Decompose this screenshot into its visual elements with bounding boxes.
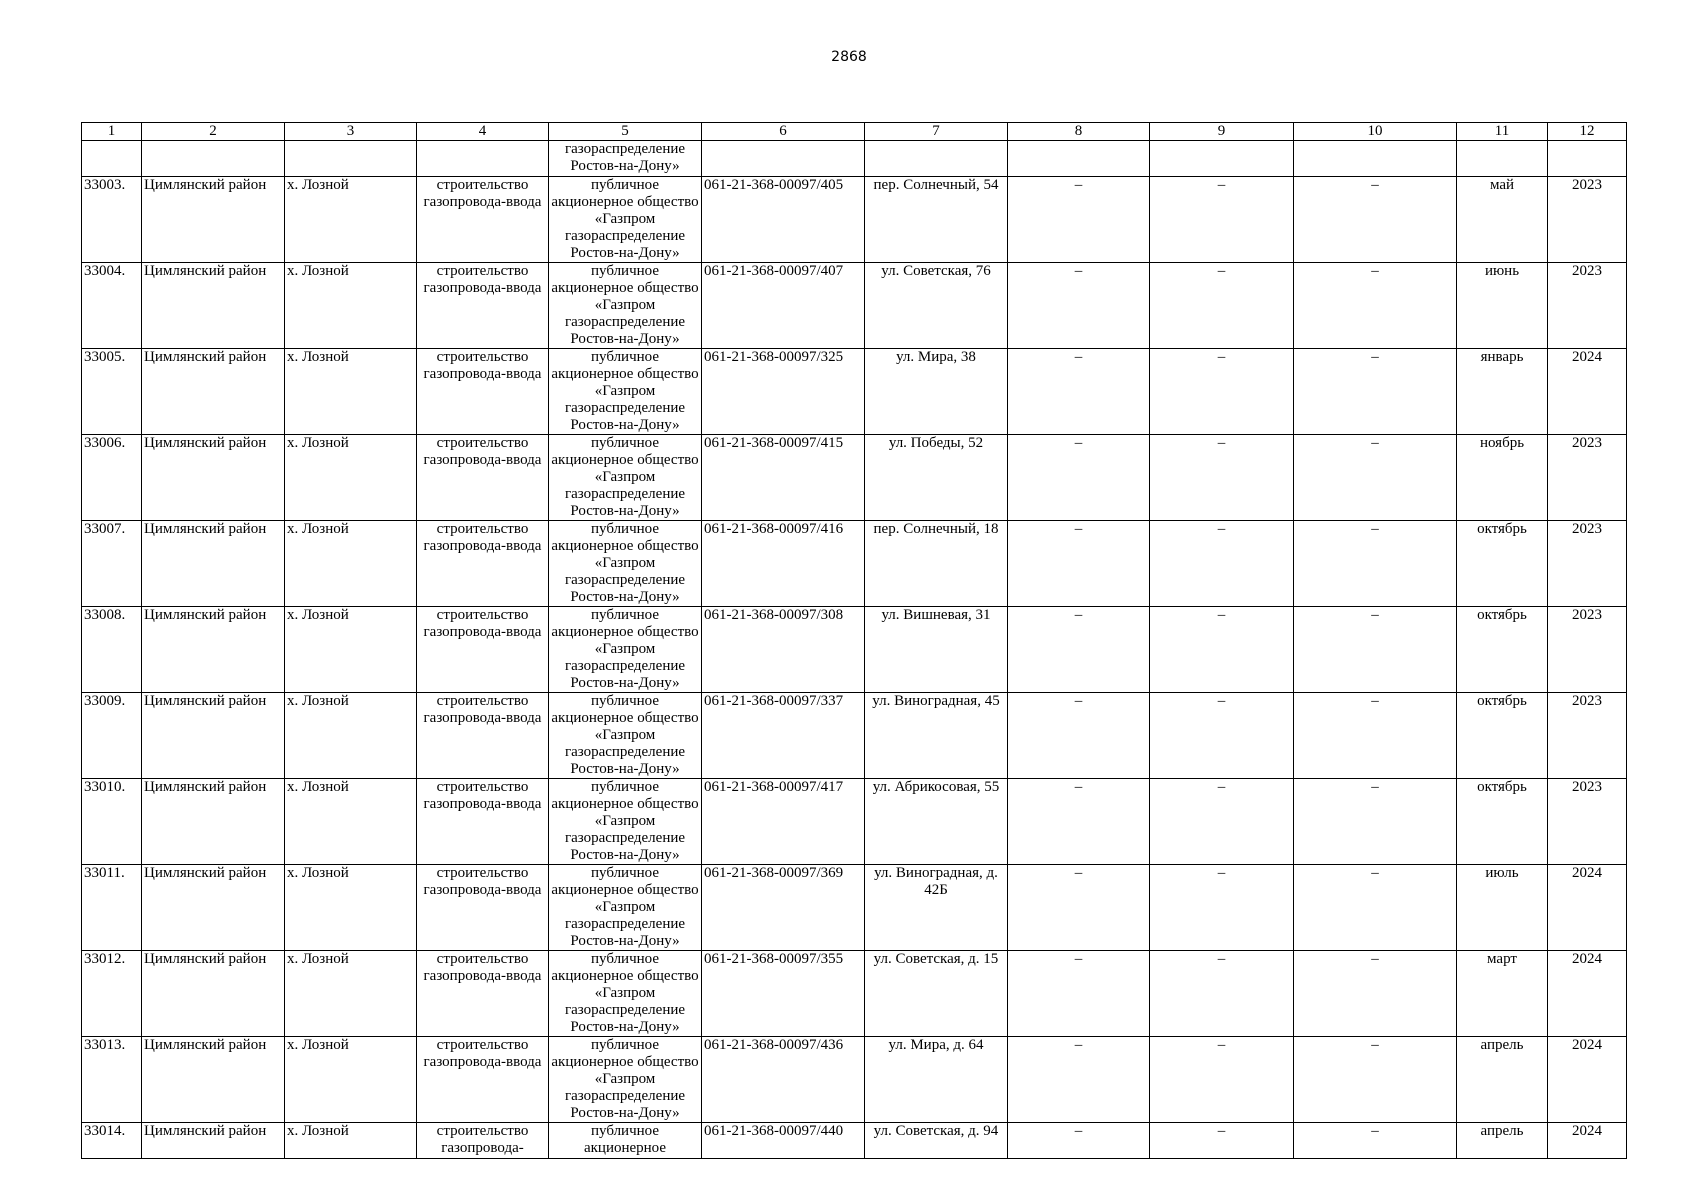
column-number-row — [82, 123, 1627, 141]
table-cell-work: строительство газопровода-ввода — [417, 349, 549, 435]
table-cell-district: Цимлянский район — [142, 349, 285, 435]
table-cell-year: 2023 — [1548, 521, 1627, 607]
column-header: 1 — [82, 123, 142, 141]
table-cell-org: публичное акционерное общество «Газпром газораспределение Ростов-на-Дону» — [549, 693, 702, 779]
table-cell-col10: – — [1294, 1037, 1457, 1123]
table-cell-col10: – — [1294, 1123, 1457, 1159]
column-header: 9 — [1150, 123, 1294, 141]
registry-table — [81, 122, 1627, 1159]
column-header: 7 — [865, 123, 1008, 141]
table-cell-number: 33007. — [82, 521, 142, 607]
table-cell-address: ул. Виноградная, д. 42Б — [865, 865, 1008, 951]
table-cell-org: публичное акционерное общество «Газпром газораспределение Ростов-на-Дону» — [549, 1037, 702, 1123]
table-cell-address: пер. Солнечный, 18 — [865, 521, 1008, 607]
table-cell-work: строительство газопровода-ввода — [417, 263, 549, 349]
table-cell-address: ул. Абрикосовая, 55 — [865, 779, 1008, 865]
table-cell — [1457, 141, 1548, 177]
table-cell-col9: – — [1150, 1037, 1294, 1123]
table-row — [82, 693, 1627, 779]
table-cell-locality: х. Лозной — [285, 693, 417, 779]
table-cell-district: Цимлянский район — [142, 1123, 285, 1159]
table-cell-org: публичное акционерное общество «Газпром газораспределение Ростов-на-Дону» — [549, 865, 702, 951]
table-cell — [1008, 141, 1150, 177]
table-cell-col10: – — [1294, 951, 1457, 1037]
table-cell-district: Цимлянский район — [142, 779, 285, 865]
table-cell-work: строительство газопровода- — [417, 1123, 549, 1159]
table-cell-year: 2024 — [1548, 951, 1627, 1037]
table-cell-number: 33012. — [82, 951, 142, 1037]
table-cell-col8: – — [1008, 1037, 1150, 1123]
table-cell-address: пер. Солнечный, 54 — [865, 177, 1008, 263]
table-cell-col8: – — [1008, 607, 1150, 693]
table-cell-col8: – — [1008, 263, 1150, 349]
table-row — [82, 607, 1627, 693]
table-cell-month: июль — [1457, 865, 1548, 951]
table-cell-number: 33005. — [82, 349, 142, 435]
table-cell-month: апрель — [1457, 1123, 1548, 1159]
table-cell — [1150, 141, 1294, 177]
table-cell-month: ноябрь — [1457, 435, 1548, 521]
table-cell-col10: – — [1294, 521, 1457, 607]
table-cell-district: Цимлянский район — [142, 607, 285, 693]
table-cell-locality: х. Лозной — [285, 435, 417, 521]
table-cell-col8: – — [1008, 1123, 1150, 1159]
table-cell-org: публичное акционерное общество «Газпром газораспределение Ростов-на-Дону» — [549, 779, 702, 865]
table-cell — [285, 141, 417, 177]
table-cell-number: 33010. — [82, 779, 142, 865]
table-row — [82, 951, 1627, 1037]
table-cell-col9: – — [1150, 263, 1294, 349]
table-cell-year: 2023 — [1548, 177, 1627, 263]
table-cell-address: ул. Советская, д. 94 — [865, 1123, 1008, 1159]
table-cell-locality: х. Лозной — [285, 521, 417, 607]
table-cell-col8: – — [1008, 435, 1150, 521]
table-row — [82, 779, 1627, 865]
table-cell-work: строительство газопровода-ввода — [417, 865, 549, 951]
table-cell-col8: – — [1008, 951, 1150, 1037]
table-cell-year: 2023 — [1548, 263, 1627, 349]
table-cell-month: июнь — [1457, 263, 1548, 349]
table-cell-code: 061-21-368-00097/440 — [702, 1123, 865, 1159]
table-cell-year: 2023 — [1548, 435, 1627, 521]
table-cell-month: май — [1457, 177, 1548, 263]
table-cell-work: строительство газопровода-ввода — [417, 177, 549, 263]
table-cell-col8: – — [1008, 865, 1150, 951]
table-cell-col10: – — [1294, 349, 1457, 435]
table-cell-work: строительство газопровода-ввода — [417, 693, 549, 779]
table-cell-month: октябрь — [1457, 521, 1548, 607]
table-cell-col9: – — [1150, 779, 1294, 865]
table-cell-work: строительство газопровода-ввода — [417, 779, 549, 865]
table-cell — [1294, 141, 1457, 177]
table-cell-col10: – — [1294, 177, 1457, 263]
table-cell-address: ул. Победы, 52 — [865, 435, 1008, 521]
table-cell-address: ул. Виноградная, 45 — [865, 693, 1008, 779]
continuation-row — [82, 141, 1627, 177]
column-header: 5 — [549, 123, 702, 141]
table-cell-district: Цимлянский район — [142, 865, 285, 951]
table-cell-address: ул. Советская, д. 15 — [865, 951, 1008, 1037]
table-cell-year: 2024 — [1548, 1037, 1627, 1123]
table-cell-locality: х. Лозной — [285, 263, 417, 349]
table-cell-address: ул. Вишневая, 31 — [865, 607, 1008, 693]
table-cell-month: октябрь — [1457, 607, 1548, 693]
table-cell-code: 061-21-368-00097/407 — [702, 263, 865, 349]
table-cell-col8: – — [1008, 693, 1150, 779]
table-cell-org: публичное акционерное общество «Газпром газораспределение Ростов-на-Дону» — [549, 349, 702, 435]
table-cell-work: строительство газопровода-ввода — [417, 521, 549, 607]
table-cell-col10: – — [1294, 865, 1457, 951]
table-cell-col8: – — [1008, 779, 1150, 865]
page-number: 2868 — [831, 49, 867, 65]
table-cell-code: 061-21-368-00097/415 — [702, 435, 865, 521]
column-header: 8 — [1008, 123, 1150, 141]
table-cell-number: 33004. — [82, 263, 142, 349]
table-cell-year: 2023 — [1548, 607, 1627, 693]
table-cell-code: 061-21-368-00097/416 — [702, 521, 865, 607]
table-row — [82, 1037, 1627, 1123]
table-cell-col8: – — [1008, 349, 1150, 435]
table-cell-number: 33006. — [82, 435, 142, 521]
table-cell — [417, 141, 549, 177]
table-cell-org: публичное акционерное общество «Газпром газораспределение Ростов-на-Дону» — [549, 263, 702, 349]
table-cell-month: март — [1457, 951, 1548, 1037]
table-cell-col10: – — [1294, 693, 1457, 779]
column-header: 3 — [285, 123, 417, 141]
table-cell-org: публичное акционерное общество «Газпром газораспределение Ростов-на-Дону» — [549, 607, 702, 693]
table-cell-number: 33013. — [82, 1037, 142, 1123]
table-cell-org: газораспределение Ростов-на-Дону» — [549, 141, 702, 177]
table-cell-col10: – — [1294, 779, 1457, 865]
table-cell-code: 061-21-368-00097/325 — [702, 349, 865, 435]
table-cell-locality: х. Лозной — [285, 177, 417, 263]
table-cell-col9: – — [1150, 865, 1294, 951]
column-header: 2 — [142, 123, 285, 141]
column-header: 12 — [1548, 123, 1627, 141]
table-row — [82, 263, 1627, 349]
table-cell-org: публичное акционерное общество «Газпром газораспределение Ростов-на-Дону» — [549, 177, 702, 263]
table-cell-col9: – — [1150, 693, 1294, 779]
table-cell-col8: – — [1008, 177, 1150, 263]
table-cell — [82, 141, 142, 177]
table-cell-col10: – — [1294, 263, 1457, 349]
table-cell-col10: – — [1294, 435, 1457, 521]
table-cell-work: строительство газопровода-ввода — [417, 1037, 549, 1123]
table-cell-number: 33009. — [82, 693, 142, 779]
table-cell — [702, 141, 865, 177]
table-row — [82, 865, 1627, 951]
table-cell-col10: – — [1294, 607, 1457, 693]
table-cell-work: строительство газопровода-ввода — [417, 951, 549, 1037]
table-cell-locality: х. Лозной — [285, 1123, 417, 1159]
table-cell-code: 061-21-368-00097/355 — [702, 951, 865, 1037]
table-cell-code: 061-21-368-00097/405 — [702, 177, 865, 263]
table-cell-year: 2024 — [1548, 1123, 1627, 1159]
table-cell-col9: – — [1150, 349, 1294, 435]
column-header: 10 — [1294, 123, 1457, 141]
table-cell-number: 33008. — [82, 607, 142, 693]
table-cell-work: строительство газопровода-ввода — [417, 435, 549, 521]
table-cell-district: Цимлянский район — [142, 435, 285, 521]
table-cell-district: Цимлянский район — [142, 951, 285, 1037]
table-cell-col9: – — [1150, 607, 1294, 693]
table-cell-org: публичное акционерное общество «Газпром газораспределение Ростов-на-Дону» — [549, 435, 702, 521]
table-cell-col9: – — [1150, 951, 1294, 1037]
table-cell-col9: – — [1150, 521, 1294, 607]
table-cell-district: Цимлянский район — [142, 263, 285, 349]
table-cell-month: январь — [1457, 349, 1548, 435]
table-cell-locality: х. Лозной — [285, 865, 417, 951]
table-cell-code: 061-21-368-00097/308 — [702, 607, 865, 693]
table-cell-month: апрель — [1457, 1037, 1548, 1123]
table-cell-col9: – — [1150, 1123, 1294, 1159]
table-cell-org: публичное акционерное общество «Газпром газораспределение Ростов-на-Дону» — [549, 951, 702, 1037]
table-row — [82, 1123, 1627, 1159]
table-cell-code: 061-21-368-00097/337 — [702, 693, 865, 779]
table-cell-col8: – — [1008, 521, 1150, 607]
table-cell-year: 2023 — [1548, 693, 1627, 779]
table-cell-address: ул. Советская, 76 — [865, 263, 1008, 349]
table-cell — [142, 141, 285, 177]
table-cell-year: 2023 — [1548, 779, 1627, 865]
table-row — [82, 521, 1627, 607]
table-row — [82, 349, 1627, 435]
table-cell-number: 33011. — [82, 865, 142, 951]
table-cell-locality: х. Лозной — [285, 607, 417, 693]
table-cell — [865, 141, 1008, 177]
table-cell-address: ул. Мира, 38 — [865, 349, 1008, 435]
table-cell-work: строительство газопровода-ввода — [417, 607, 549, 693]
table-cell-code: 061-21-368-00097/369 — [702, 865, 865, 951]
table-cell-district: Цимлянский район — [142, 693, 285, 779]
table-cell-number: 33014. — [82, 1123, 142, 1159]
table-cell-locality: х. Лозной — [285, 1037, 417, 1123]
column-header: 4 — [417, 123, 549, 141]
table-cell-code: 061-21-368-00097/417 — [702, 779, 865, 865]
table-cell-number: 33003. — [82, 177, 142, 263]
table-row — [82, 435, 1627, 521]
table-cell-address: ул. Мира, д. 64 — [865, 1037, 1008, 1123]
table-cell-col9: – — [1150, 435, 1294, 521]
table-cell-org: публичное акционерное — [549, 1123, 702, 1159]
table-cell-district: Цимлянский район — [142, 521, 285, 607]
table-cell-district: Цимлянский район — [142, 177, 285, 263]
table-row — [82, 177, 1627, 263]
table-cell-year: 2024 — [1548, 349, 1627, 435]
table-cell-locality: х. Лозной — [285, 951, 417, 1037]
column-header: 11 — [1457, 123, 1548, 141]
table-cell-month: октябрь — [1457, 693, 1548, 779]
column-header: 6 — [702, 123, 865, 141]
table-cell-locality: х. Лозной — [285, 779, 417, 865]
table-cell-month: октябрь — [1457, 779, 1548, 865]
table-cell-code: 061-21-368-00097/436 — [702, 1037, 865, 1123]
table-cell — [1548, 141, 1627, 177]
table-cell-district: Цимлянский район — [142, 1037, 285, 1123]
table-cell-org: публичное акционерное общество «Газпром газораспределение Ростов-на-Дону» — [549, 521, 702, 607]
table-cell-col9: – — [1150, 177, 1294, 263]
table-cell-locality: х. Лозной — [285, 349, 417, 435]
table-cell-year: 2024 — [1548, 865, 1627, 951]
